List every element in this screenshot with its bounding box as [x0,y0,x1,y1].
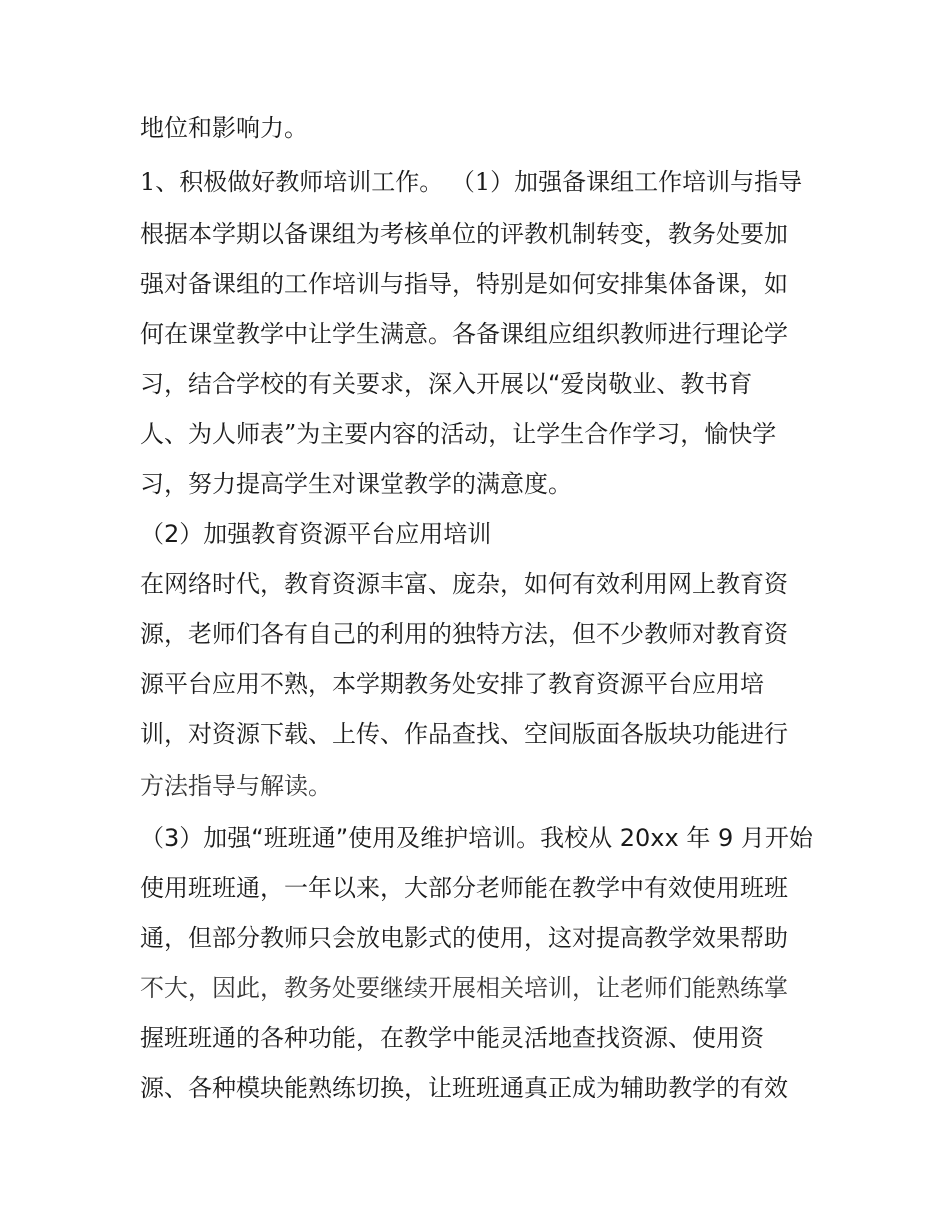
text-line-9: （2）加强教育资源平台应用培训 [140,520,492,548]
text-line-4: 强对备课组的工作培训与指导，特别是如何安排集体备课，如 [140,270,788,298]
text-line-5: 何在课堂教学中让学生满意。各备课组应组织教师进行理论学 [140,320,788,348]
text-line-8: 习，努力提高学生对课堂教学的满意度。 [140,470,572,498]
text-line-11: 源，老师们各有自己的利用的独特方法，但不少教师对教育资 [140,620,788,648]
text-line-7: 人、为人师表”为主要内容的活动，让学生合作学习，愉快学 [140,420,777,448]
text-line-1: 地位和影响力。 [140,114,308,142]
text-line-2: 1、积极做好教师培训工作。 （1）加强备课组工作培训与指导 [140,168,803,196]
text-line-14: 方法指导与解读。 [140,772,332,800]
text-line-13: 训，对资源下载、上传、作品查找、空间版面各版块功能进行 [140,720,788,748]
text-line-16: 使用班班通，一年以来，大部分老师能在教学中有效使用班班 [140,874,788,902]
text-line-20: 源、各种模块能熟练切换，让班班通真正成为辅助教学的有效 [140,1074,788,1102]
text-line-15: （3）加强“班班通”使用及维护培训。我校从 20xx 年 9 月开始 [140,824,813,852]
text-line-10: 在网络时代，教育资源丰富、庞杂，如何有效利用网上教育资 [140,570,788,598]
text-line-17: 通，但部分教师只会放电影式的使用，这对提高教学效果帮助 [140,924,788,952]
text-line-19: 握班班通的各种功能，在教学中能灵活地查找资源、使用资 [140,1024,764,1052]
text-line-3: 根据本学期以备课组为考核单位的评教机制转变，教务处要加 [140,220,788,248]
text-line-12: 源平台应用不熟，本学期教务处安排了教育资源平台应用培 [140,670,764,698]
text-line-6: 习，结合学校的有关要求，深入开展以“爱岗敬业、教书育 [140,370,753,398]
text-line-18: 不大，因此，教务处要继续开展相关培训，让老师们能熟练掌 [140,974,788,1002]
